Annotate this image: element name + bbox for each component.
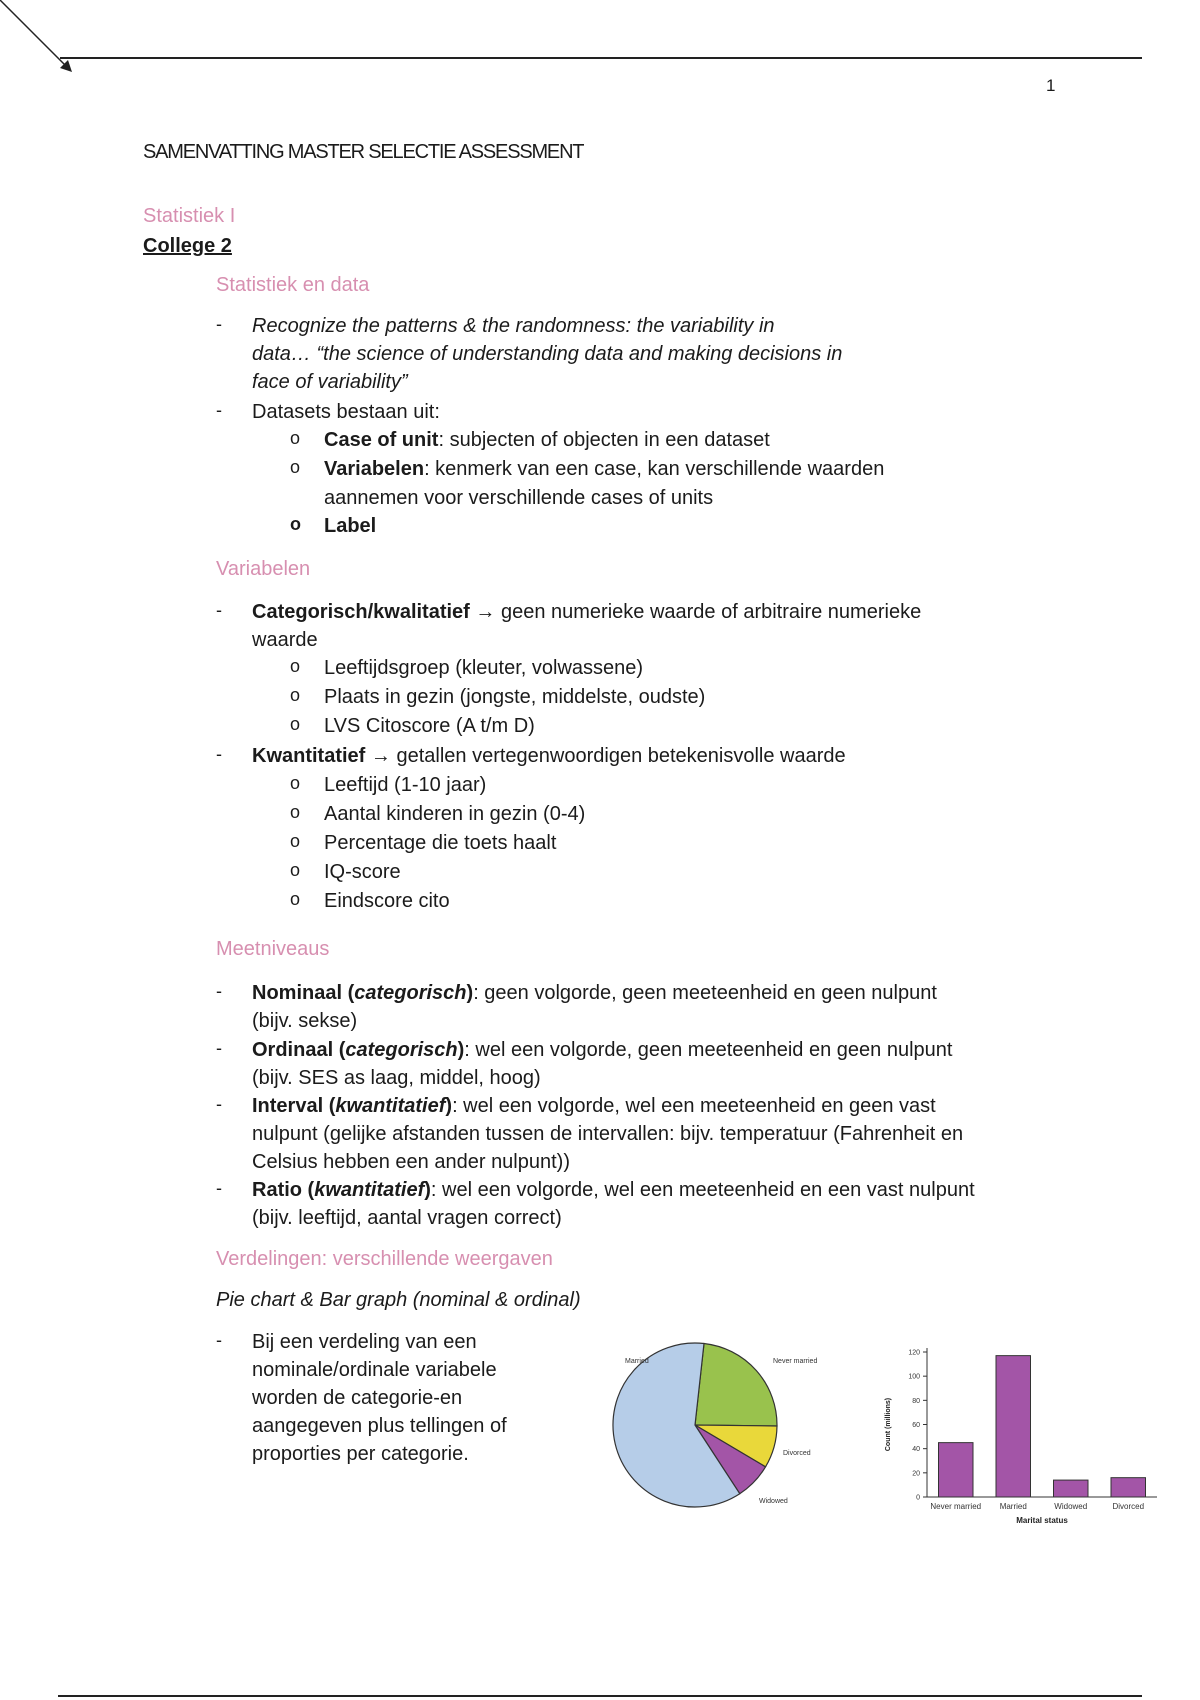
list-item-ordinaal: Ordinaal (categorisch): wel een volgorde, geen meeteenheid en geen nulpunt [252, 1039, 953, 1061]
list-item-line: Recognize the patterns & the randomness: the variability in [252, 315, 775, 337]
bar-divorced [1111, 1478, 1146, 1497]
circle-bullet: o [290, 656, 301, 676]
list-item-categorisch: Categorisch/kwalitatief → geen numerieke waarde of arbitraire numerieke [252, 601, 922, 623]
sub-item-variabelen: Variabelen: kenmerk van een case, kan verschillende waarden [324, 458, 885, 480]
example-item: Eindscore cito [324, 890, 450, 912]
bar-never-married [939, 1443, 974, 1497]
footer-rule [58, 1695, 1142, 1697]
example-item: Aantal kinderen in gezin (0-4) [324, 803, 586, 825]
circle-bullet: o [290, 773, 301, 793]
corner-arrow-icon [0, 0, 80, 80]
y-tick-label: 0 [916, 1494, 920, 1502]
example-item: Plaats in gezin (jongste, middelste, oudste) [324, 686, 706, 708]
circle-bullet: o [290, 514, 301, 534]
example-item: IQ-score [324, 861, 401, 883]
page-number: 1 [1046, 76, 1056, 95]
list-item-continuation: (bijv. leeftijd, aantal vragen correct) [252, 1207, 562, 1229]
sub-item-case-of-unit: Case of unit: subjecten of objecten in een dataset [324, 429, 770, 451]
list-item-nominaal: Nominaal (categorisch): geen volgorde, geen meeteenheid en geen nulpunt [252, 982, 937, 1004]
x-tick-label: Widowed [1054, 1502, 1088, 1511]
dash-bullet: - [216, 400, 222, 420]
x-axis-label: Marital status [1016, 1516, 1068, 1525]
x-tick-label: Married [999, 1502, 1027, 1511]
section-heading-variabelen: Variabelen [216, 558, 311, 580]
list-item-line: worden de categorie-en [252, 1387, 463, 1409]
circle-bullet: o [290, 889, 301, 909]
dash-bullet: - [216, 600, 222, 620]
y-tick-label: 60 [912, 1422, 920, 1429]
lecture-title: College 2 [143, 235, 232, 257]
circle-bullet: o [290, 428, 301, 448]
list-item-line: Bij een verdeling van een [252, 1331, 477, 1353]
bar-widowed [1054, 1480, 1089, 1497]
list-item-datasets: Datasets bestaan uit: [252, 401, 440, 423]
pie-slice-never-married [695, 1344, 777, 1426]
x-tick-label: Divorced [1112, 1502, 1145, 1511]
list-item-continuation: Celsius hebben een ander nulpunt)) [252, 1151, 570, 1173]
y-tick-label: 40 [912, 1446, 920, 1454]
y-tick-label: 100 [908, 1373, 920, 1381]
document-title: SAMENVATTING MASTER SELECTIE ASSESSMENT [143, 141, 584, 163]
example-item: Leeftijdsgroep (kleuter, volwassene) [324, 657, 644, 679]
dash-bullet: - [216, 1094, 222, 1114]
sub-item-label: Label [324, 515, 377, 537]
y-tick-label: 20 [912, 1470, 920, 1478]
subheading-pie-bar: Pie chart & Bar graph (nominal & ordinal) [216, 1289, 581, 1311]
example-item: LVS Citoscore (A t/m D) [324, 715, 535, 737]
example-item: Leeftijd (1-10 jaar) [324, 774, 487, 796]
pie-chart [590, 1335, 850, 1515]
circle-bullet: o [290, 860, 301, 880]
list-item-continuation: (bijv. sekse) [252, 1010, 358, 1032]
section-heading-meetniveaus: Meetniveaus [216, 938, 330, 960]
circle-bullet: o [290, 802, 301, 822]
header-rule [60, 57, 1142, 59]
list-item-ratio: Ratio (kwantitatief): wel een volgorde, wel een meeteenheid en een vast nulpunt [252, 1179, 975, 1201]
arrow-right-icon: → [475, 601, 496, 623]
y-axis-label: Count (millions) [885, 1397, 892, 1452]
list-item-line: aangegeven plus tellingen of [252, 1415, 507, 1437]
example-item: Percentage die toets haalt [324, 832, 557, 854]
course-title: Statistiek I [143, 205, 236, 227]
circle-bullet: o [290, 685, 301, 705]
dash-bullet: - [216, 1178, 222, 1198]
pie-label: Never married [773, 1358, 818, 1365]
list-item-continuation: (bijv. SES as laag, middel, hoog) [252, 1067, 541, 1089]
x-tick-label: Never married [930, 1502, 982, 1511]
dash-bullet: - [216, 1038, 222, 1058]
dash-bullet: - [216, 744, 222, 764]
sub-item-continuation: aannemen voor verschillende cases of units [324, 487, 714, 509]
circle-bullet: o [290, 831, 301, 851]
arrow-right-icon: → [370, 745, 391, 767]
pie-label: Married [625, 1358, 649, 1365]
list-item-continuation: waarde [252, 629, 318, 651]
dash-bullet: - [216, 1330, 222, 1350]
list-item-line: face of variability” [252, 371, 408, 393]
y-tick-label: 80 [912, 1397, 920, 1405]
bar-chart [880, 1340, 1160, 1540]
section-heading-statistiek-en-data: Statistiek en data [216, 274, 370, 296]
dash-bullet: - [216, 981, 222, 1001]
circle-bullet: o [290, 714, 301, 734]
list-item-continuation: nulpunt (gelijke afstanden tussen de intervallen: bijv. temperatuur (Fahrenheit en [252, 1123, 964, 1145]
list-item-interval: Interval (kwantitatief): wel een volgorde, wel een meeteenheid en geen vast [252, 1095, 936, 1117]
section-heading-verdelingen: Verdelingen: verschillende weergaven [216, 1248, 553, 1270]
list-item-kwantitatief: Kwantitatief → getallen vertegenwoordigen betekenisvolle waarde [252, 745, 846, 767]
bar-married [996, 1356, 1031, 1497]
list-item-line: proporties per categorie. [252, 1443, 469, 1465]
list-item-line: data… “the science of understanding data and making decisions in [252, 343, 843, 365]
circle-bullet: o [290, 457, 301, 477]
pie-label: Widowed [759, 1498, 788, 1505]
dash-bullet: - [216, 314, 222, 334]
pie-label: Divorced [783, 1450, 811, 1457]
list-item-line: nominale/ordinale variabele [252, 1359, 497, 1381]
y-tick-label: 120 [908, 1349, 920, 1357]
